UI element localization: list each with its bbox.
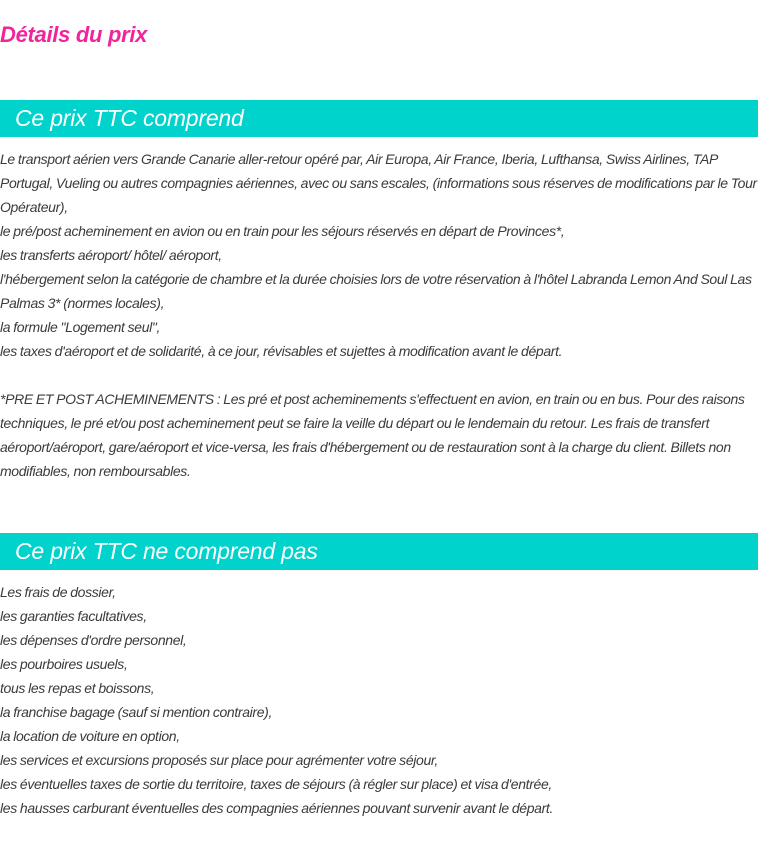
includes-item: la formule "Logement seul", xyxy=(0,319,161,335)
excludes-section-header xyxy=(0,533,758,570)
page-title: Détails du prix xyxy=(0,22,148,47)
excludes-item: la franchise bagage (sauf si mention contraire), xyxy=(0,704,273,720)
excludes-heading: Ce prix TTC ne comprend pas xyxy=(15,538,318,564)
excludes-item: les pourboires usuels, xyxy=(0,656,128,672)
excludes-item: Les frais de dossier, xyxy=(0,584,116,600)
includes-item: les transferts aéroport/ hôtel/ aéroport, xyxy=(0,247,222,263)
excludes-item: tous les repas et boissons, xyxy=(0,680,155,696)
includes-item: l'hébergement selon la catégorie de chambre et la durée choisies lors de votre réservation à l'hôtel Labranda Lemon And Soul Las Palmas 3* (normes locales), xyxy=(0,271,752,311)
includes-section-header xyxy=(0,100,758,137)
includes-item: le pré/post acheminement en avion ou en train pour les séjours réservés en départ de Provinces*, xyxy=(0,223,565,239)
includes-list xyxy=(0,147,758,363)
excludes-item: les hausses carburant éventuelles des compagnies aériennes pouvant survenir avant le départ. xyxy=(0,800,553,816)
acheminement-note xyxy=(0,387,750,483)
excludes-list xyxy=(0,580,758,820)
excludes-item: les garanties facultatives, xyxy=(0,608,147,624)
includes-heading: Ce prix TTC comprend xyxy=(15,105,244,131)
includes-item: les taxes d'aéroport et de solidarité, à ce jour, révisables et sujettes à modification avant le départ. xyxy=(0,343,563,359)
excludes-item: les dépenses d'ordre personnel, xyxy=(0,632,187,648)
excludes-item: les services et excursions proposés sur place pour agrémenter votre séjour, xyxy=(0,752,438,768)
includes-item: Le transport aérien vers Grande Canarie aller-retour opéré par, Air Europa, Air France, Iberia, Lufthansa, Swiss Airlines, TAP Portugal, Vueling ou autres compagnies aériennes, avec ou sans escales, (informations sous réserves de modifications par le Tour Opérateur), xyxy=(0,151,757,215)
acheminement-note-text: *PRE ET POST ACHEMINEMENTS : Les pré et post acheminements s'effectuent en avion, en train ou en bus. Pour des raisons techniques, le pré et/ou post acheminement peut se faire la veille du départ ou le lendemain du retour. Les frais de transfert aéroport/aéroport, gare/aéroport et vice-versa, les frais d'hébergement ou de restauration sont à la charge du client. Billets non modifiables, non remboursables. xyxy=(0,391,745,479)
excludes-item: la location de voiture en option, xyxy=(0,728,180,744)
excludes-item: les éventuelles taxes de sortie du territoire, taxes de séjours (à régler sur place) et visa d'entrée, xyxy=(0,776,552,792)
